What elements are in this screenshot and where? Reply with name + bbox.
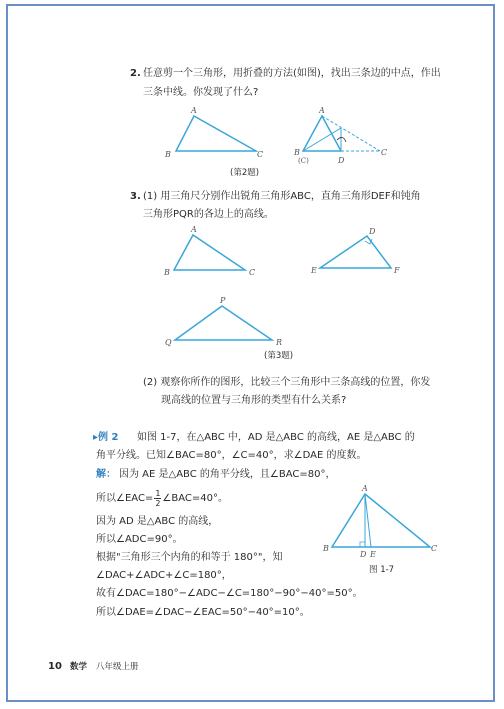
solution-line1: 因为 AE 是△ABC 的角平分线，且∠BAC=80°，: [119, 469, 336, 480]
q3-triangle-pqr: [165, 296, 282, 347]
label-E3: E: [311, 266, 317, 275]
label-B4: B: [323, 544, 329, 553]
page-number: 10: [48, 661, 62, 672]
label-C2: C: [381, 148, 388, 157]
solution-line4: 所以∠ADC=90°。: [96, 534, 183, 545]
fraction-numerator: 1: [155, 488, 161, 498]
label-A4: A: [362, 484, 368, 493]
label-F3: F: [394, 266, 400, 275]
figure-1-7: [322, 484, 437, 559]
label-B3: B: [164, 268, 170, 277]
label-D2: D: [338, 156, 345, 165]
q3-triangle-def: [310, 227, 400, 275]
q2-caption: (第2题): [230, 168, 260, 178]
label-paren-C: (C): [298, 157, 309, 165]
solution-line6: ∠DAC+∠ADC+∠C=180°，: [96, 570, 232, 581]
label-B2: B: [294, 148, 300, 157]
q2-triangle-1: [164, 106, 263, 159]
figure-1-7-caption: 图 1-7: [369, 565, 395, 575]
q3-number: 3.: [130, 191, 141, 202]
solution-line7: 故有∠DAC=180°−∠ADC−∠C=180°−90°−40°=50°。: [96, 588, 363, 599]
label-C4: C: [431, 544, 438, 553]
fraction-denominator: 2: [155, 498, 161, 508]
q2-text-line2: 三条中线。你发现了什么?: [143, 87, 259, 98]
label-C3: C: [249, 268, 256, 277]
label-D3: D: [369, 227, 376, 236]
label-D4: D: [360, 550, 367, 559]
q3-caption: (第3题): [264, 351, 294, 361]
q3-part2-line1: (2) 观察你所作的图形，比较三个三角形中三条高线的位置，你发: [143, 377, 431, 388]
solution-line3: 因为 AD 是△ABC 的高线，: [96, 516, 219, 527]
q2-number: 2.: [130, 68, 141, 79]
footer-grade: 八年级上册: [96, 662, 139, 672]
solution-label: 解：: [96, 469, 116, 480]
solution-line2-pre: 所以∠EAC=: [96, 493, 154, 504]
q2-text-line1: 任意剪一个三角形，用折叠的方法(如图)，找出三条边的中点，作出: [143, 68, 441, 79]
fraction-one-half: [154, 489, 161, 508]
solution-line2-post: ∠BAC=40°。: [162, 493, 228, 504]
footer-subject: 数学: [70, 662, 88, 672]
label-B: B: [165, 150, 171, 159]
q3-part2-line2: 现高线的位置与三角形的类型有什么关系?: [161, 395, 347, 406]
label-P: P: [220, 296, 226, 305]
label-A2: A: [319, 106, 325, 115]
label-R: R: [276, 338, 283, 347]
example-tag: ▸例 2: [93, 432, 119, 443]
solution-line5: 根据"三角形三个内角的和等于 180°"，知: [96, 552, 283, 563]
q3-text-line1: (1) 用三角尺分别作出锐角三角形ABC，直角三角形DEF和钝角: [143, 191, 421, 202]
q3-text-line2: 三角形PQR的各边上的高线。: [143, 209, 274, 220]
solution-line2: [96, 488, 228, 510]
label-A: A: [191, 106, 197, 115]
solution-line8: 所以∠DAE=∠DAC−∠EAC=50°−40°=10°。: [96, 607, 310, 618]
label-Q: Q: [165, 338, 172, 347]
label-E4: E: [370, 550, 376, 559]
label-A3: A: [191, 225, 197, 234]
q2-triangle-folded: [293, 106, 387, 165]
example-text-line1: 如图 1-7，在△ABC 中，AD 是△ABC 的高线，AE 是△ABC 的: [137, 432, 415, 443]
example-text-line2: 角平分线。已知∠BAC=80°，∠C=40°，求∠DAE 的度数。: [96, 450, 367, 461]
label-C: C: [257, 150, 264, 159]
q3-triangle-abc: [163, 225, 255, 277]
